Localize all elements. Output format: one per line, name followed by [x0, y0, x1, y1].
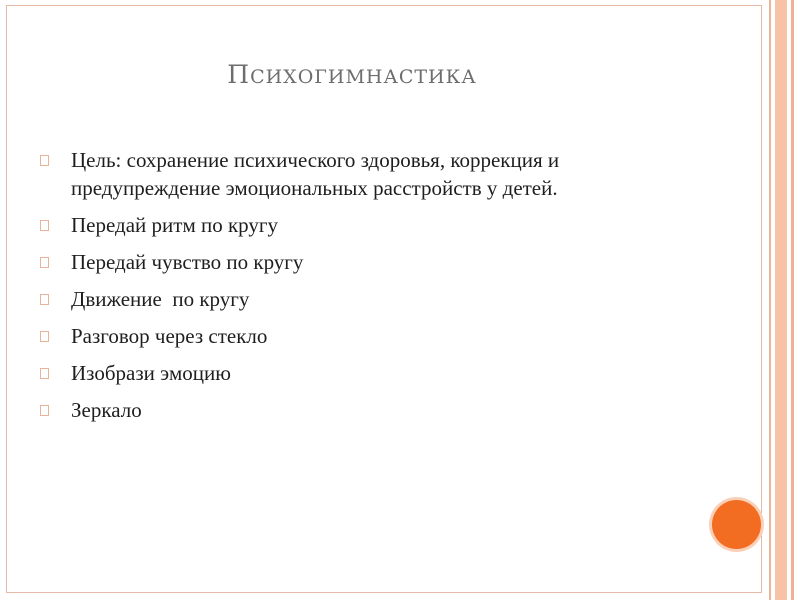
bullet-list	[40, 146, 690, 433]
title-rest: СИХОГИМНАСТИКА	[250, 66, 477, 88]
list-item	[40, 396, 690, 424]
bullet-icon	[40, 257, 49, 268]
bullet-icon	[40, 405, 49, 416]
decor-orange-circle	[712, 500, 761, 549]
decor-stripe-thin-1	[769, 0, 771, 600]
bullet-icon	[40, 294, 49, 305]
bullet-icon	[40, 368, 49, 379]
list-item	[40, 248, 690, 276]
bullet-text: Передай ритм по кругу	[71, 213, 279, 237]
bullet-text: Изобрази эмоцию	[71, 361, 231, 385]
bullet-text: Зеркало	[71, 398, 142, 422]
list-item	[40, 146, 690, 202]
decor-stripe-thin-2	[791, 0, 794, 600]
bullet-text: Движение по кругу	[71, 287, 250, 311]
slide-title	[0, 60, 704, 89]
list-item	[40, 359, 690, 387]
bullet-icon	[40, 331, 49, 342]
bullet-text: Передай чувство по кругу	[71, 250, 304, 274]
list-item	[40, 322, 690, 350]
bullet-text: Цель: сохранение психического здоровья, коррекция и предупреждение эмоциональных расстройств у детей.	[71, 148, 560, 200]
decor-stripe-wide	[775, 0, 787, 600]
bullet-text: Разговор через стекло	[71, 324, 268, 348]
bullet-icon	[40, 155, 49, 166]
list-item	[40, 211, 690, 239]
bullet-icon	[40, 220, 49, 231]
title-initial: П	[227, 60, 251, 89]
list-item	[40, 285, 690, 313]
